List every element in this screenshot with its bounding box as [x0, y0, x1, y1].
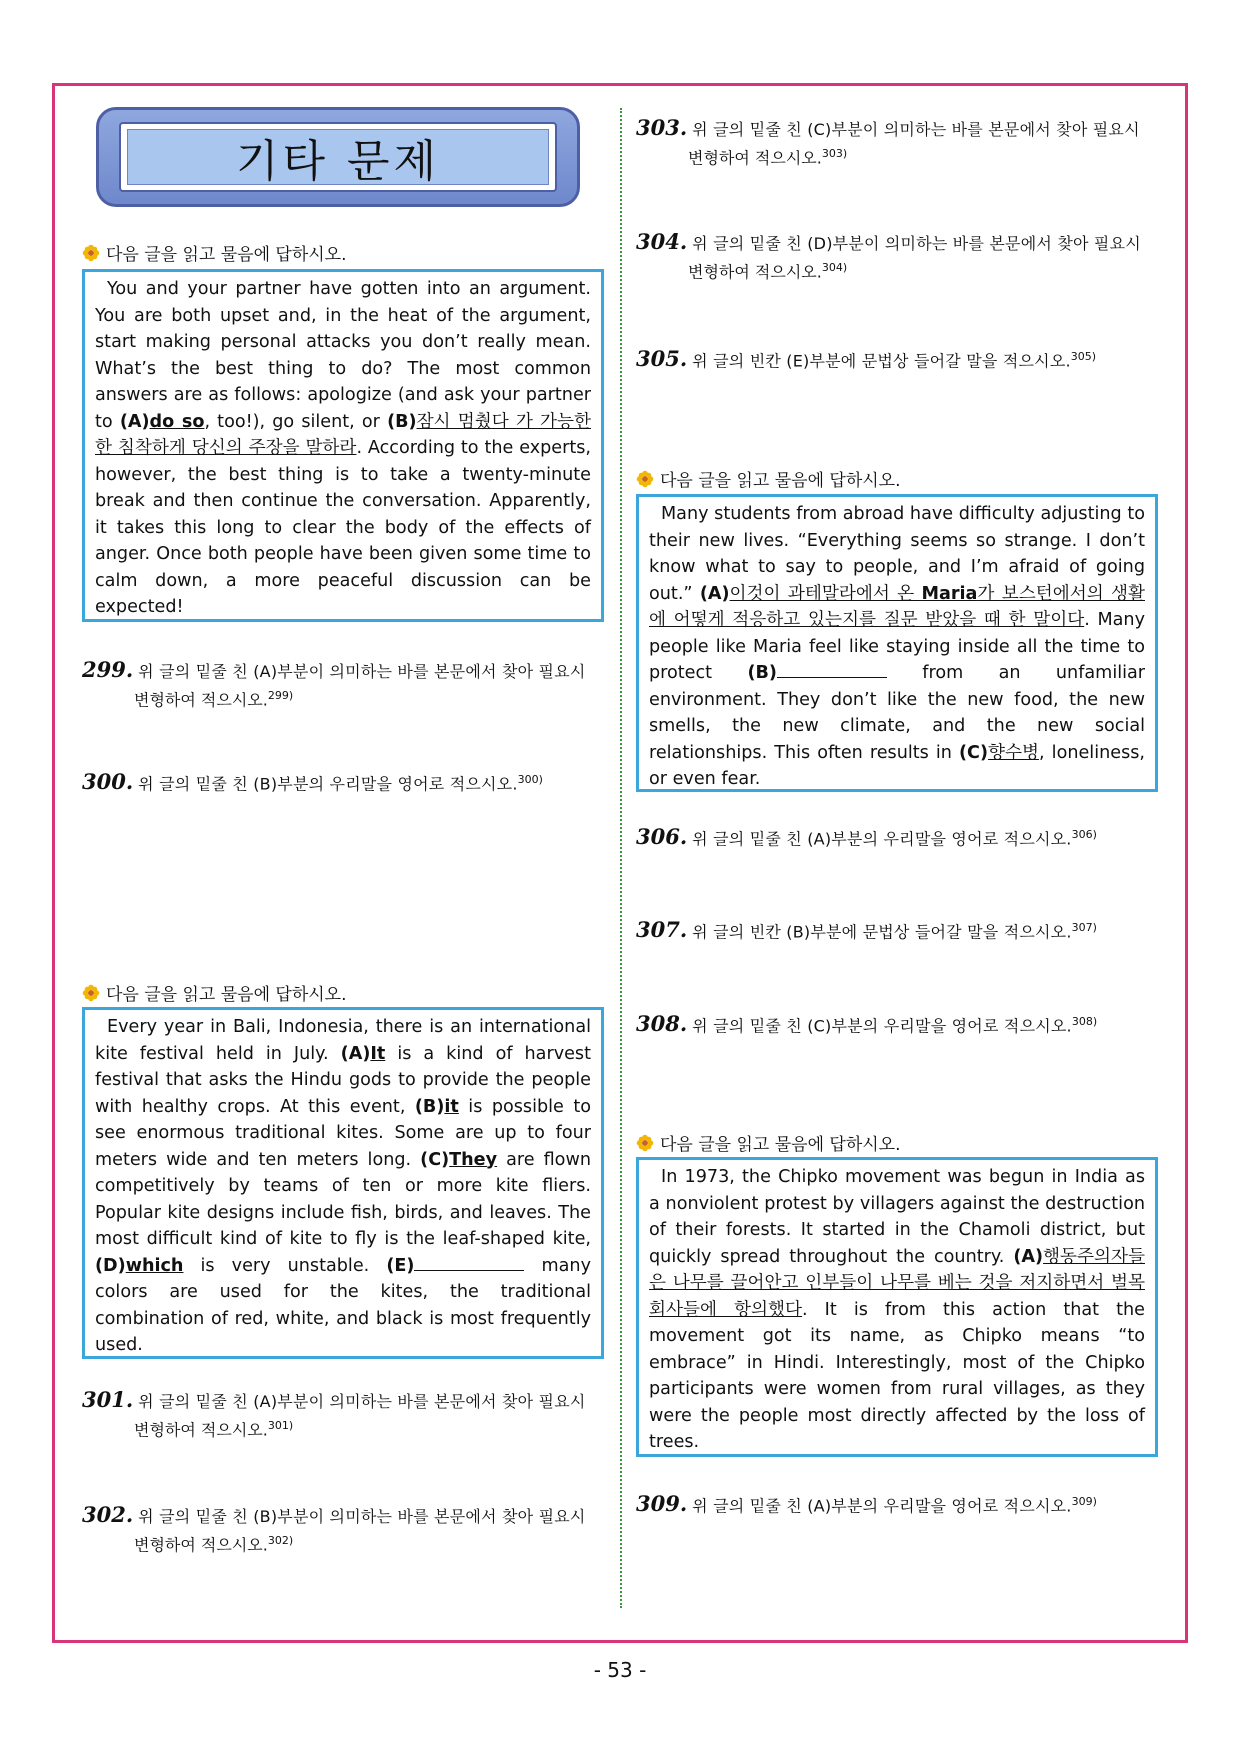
underline-d: which [125, 1255, 184, 1276]
question-306: 306. 위 글의 밑줄 친 (A)부분의 우리말을 영어로 적으시오.$^{306)}$ [636, 824, 1097, 850]
blank-b [777, 661, 887, 678]
question-307: 307. 위 글의 빈칸 (B)부분에 문법상 들어갈 말을 적으시오.$^{307)}$ [636, 917, 1097, 943]
instruction-text: 다음 글을 읽고 물음에 답하시오. [106, 245, 347, 265]
underline-a: do so [149, 411, 205, 432]
instruction-text: 다음 글을 읽고 물음에 답하시오. [106, 985, 347, 1005]
question-308: 308. 위 글의 밑줄 친 (C)부분의 우리말을 영어로 적으시오.$^{308)}$ [636, 1011, 1098, 1037]
passage-4: In 1973, the Chipko movement was begun in India as a nonviolent protest by villagers against the destruction of their forests. It started in the Chamoli district, but quickly spread throughout the country. (A)행동주의자들은 나무를 끌어안고 인부들이 나무를 베는 것을 저지하면서 벌목 회사들에 항의했다. It is from this action that the movement got its name, as Chipko means “to embrace” in Hindi. Interestingly, most of the Chipko participants were women from rural villages, as they were the people most directly affected by the loss of trees. [636, 1157, 1158, 1457]
flower-icon [636, 470, 654, 488]
underline-c: 향수병 [988, 742, 1040, 763]
passage-1: You and your partner have gotten into an argument. You are both upset and, in the heat of the argument, start making personal attacks you don’t really mean. What’s the best thing to do? The most common answers are as follows: apologize (and ask your partner to (A)do so, too!), go silent, or (B)잠시 멈췄다 가 가능한 한 침착하게 당신의 주장을 말하라. According to the experts, however, the best thing is to take a twenty-minute break and then continue the conversation. Apparently, it takes this long to clear the body of the effects of anger. Once both people have been given some time to calm down, a more peaceful discussion can be expected! [82, 269, 604, 622]
underline-a: 이것이 과테말라에서 온 Maria가 보스턴에서의 생활에 어떻게 적응하고 있는지를 질문 받았을 때 한 말이다 [649, 583, 1145, 630]
passage-3: Many students from abroad have difficulty adjusting to their new lives. “Everything seems so strange. I don’t know what to say to people, and I’m afraid of going out.” (A)이것이 과테말라에서 온 Maria가 보스턴에서의 생활에 어떻게 적응하고 있는지를 질문 받았을 때 한 말이다. Many people like Maria feel like staying inside all the time to protect (B) from an unfamiliar environment. They don’t like the new food, the new smells, the new climate, and the new social relationships. This often results in (C)향수병, loneliness, or even fear. [636, 494, 1158, 792]
question-302: 302. 위 글의 밑줄 친 (B)부분이 의미하는 바를 본문에서 찾아 필요시 변형하여 적으시오.$^{302)}$ [82, 1502, 586, 1555]
instruction-text: 다음 글을 읽고 물음에 답하시오. [660, 471, 901, 491]
underline-a: 행동주의자들은 나무를 끌어안고 인부들이 나무를 베는 것을 저지하면서 벌목 회사들에 항의했다 [649, 1246, 1145, 1320]
passage-2: Every year in Bali, Indonesia, there is an international kite festival held in July. (A)It is a kind of harvest festival that asks the Hindu gods to provide the people with healthy crops. At this event, (B)it is possible to see enormous traditional kites. Some are up to four meters wide and ten meters long. (C)They are flown competitively by teams of ten or more kite fliers. Popular kite designs include fish, birds, and leaves. The most difficult kind of kite to fly is the leaf-shaped kite, (D)which is very unstable. (E) many colors are used for the kites, the traditional combination of red, white, and black is most frequently used. [82, 1007, 604, 1359]
page-number: - 53 - [593, 1658, 647, 1682]
section-title-banner [96, 107, 580, 207]
question-305: 305. 위 글의 빈칸 (E)부분에 문법상 들어갈 말을 적으시오.$^{305)}$ [636, 346, 1097, 372]
section-title: 기타 문제 [235, 136, 440, 187]
underline-c: They [449, 1149, 498, 1170]
flower-icon [636, 1134, 654, 1152]
question-299: 299. 위 글의 밑줄 친 (A)부분이 의미하는 바를 본문에서 찾아 필요시 변형하여 적으시오.$^{299)}$ [82, 657, 586, 710]
instruction-1 [82, 240, 347, 265]
instruction-text: 다음 글을 읽고 물음에 답하시오. [660, 1135, 901, 1155]
question-303: 303. 위 글의 밑줄 친 (C)부분이 의미하는 바를 본문에서 찾아 필요시 변형하여 적으시오.$^{303)}$ [636, 115, 1140, 168]
blank-e [414, 1254, 524, 1271]
question-304: 304. 위 글의 밑줄 친 (D)부분이 의미하는 바를 본문에서 찾아 필요시 변형하여 적으시오.$^{304)}$ [636, 229, 1141, 282]
column-divider [620, 108, 622, 1608]
flower-icon [82, 244, 100, 262]
instruction-4 [636, 1130, 901, 1155]
question-309: 309. 위 글의 밑줄 친 (A)부분의 우리말을 영어로 적으시오.$^{309)}$ [636, 1491, 1097, 1517]
flower-icon [82, 984, 100, 1002]
underline-a: It [370, 1043, 386, 1064]
instruction-3 [636, 466, 901, 491]
underline-b: it [444, 1096, 459, 1117]
question-301: 301. 위 글의 밑줄 친 (A)부분이 의미하는 바를 본문에서 찾아 필요시 변형하여 적으시오.$^{301)}$ [82, 1387, 586, 1440]
underline-b: 잠시 멈췄다 가 가능한 한 침착하게 당신의 주장을 말하라 [95, 411, 591, 458]
question-300: 300. 위 글의 밑줄 친 (B)부분의 우리말을 영어로 적으시오.$^{300)}$ [82, 769, 543, 795]
instruction-2 [82, 980, 347, 1005]
